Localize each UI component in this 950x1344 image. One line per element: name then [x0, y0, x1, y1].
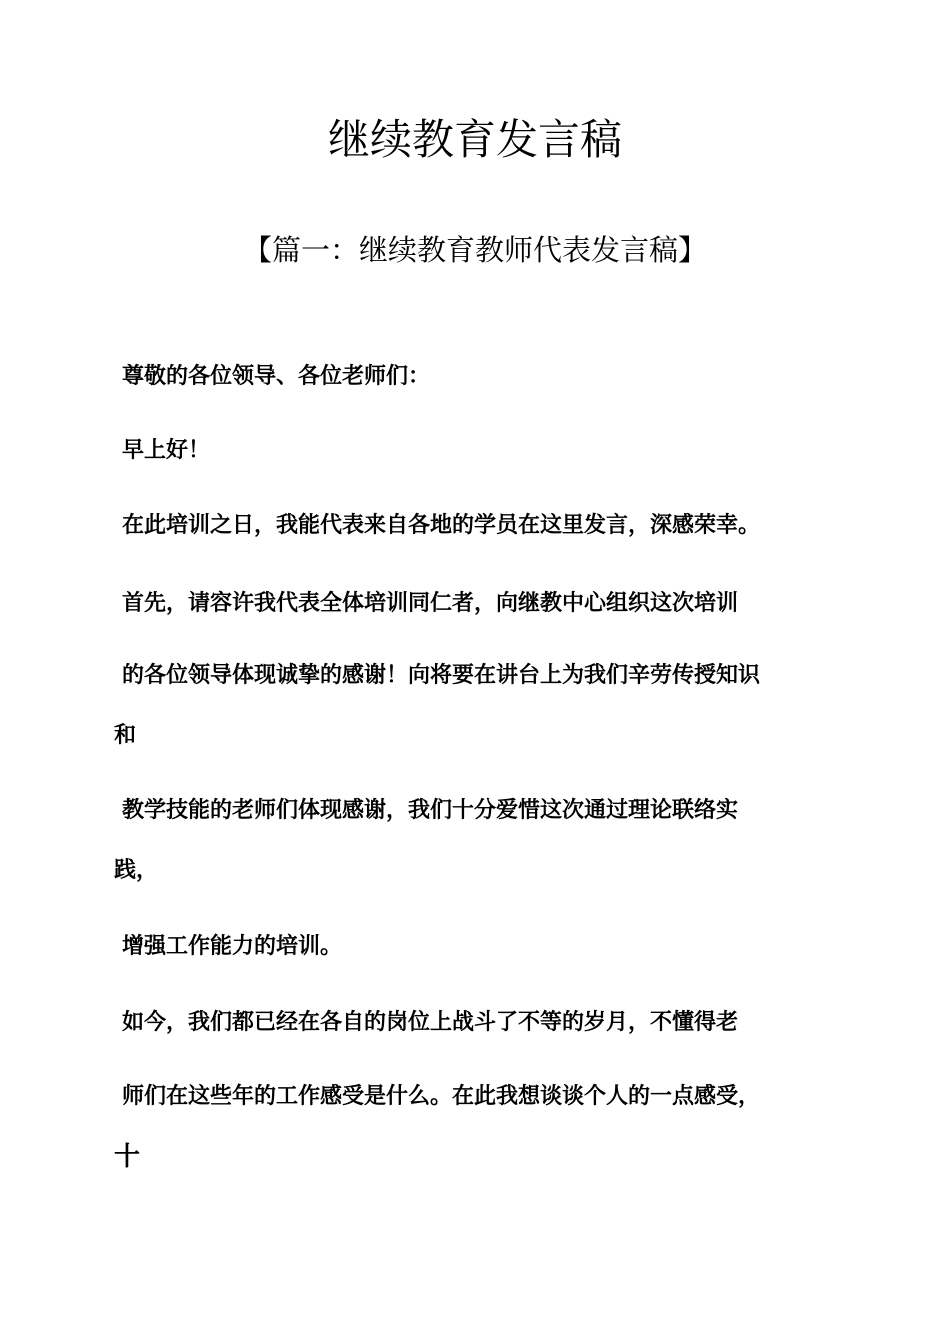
paragraph-line: 教学技能的老师们体现感谢，我们十分爱惜这次通过理论联络实 [122, 798, 739, 823]
paragraph-line: 的各位领导体现诚挚的感谢！向将要在讲台上为我们辛劳传授知识 [122, 663, 761, 688]
paragraph-line: 和 [114, 723, 137, 748]
document-subtitle: 【篇一：继续教育教师代表发言稿】 [242, 233, 707, 267]
paragraph-line: 在此培训之日，我能代表来自各地的学员在这里发言，深感荣幸。 [122, 513, 761, 538]
paragraph-line: 尊敬的各位领导、各位老师们： [122, 364, 431, 389]
paragraph-line: 十 [114, 1142, 141, 1172]
paragraph-line: 增强工作能力的培训。 [122, 934, 343, 959]
paragraph-line: 首先，请容许我代表全体培训同仁者，向继教中心组织这次培训 [122, 591, 739, 616]
paragraph-line: 如今，我们都已经在各自的岗位上战斗了不等的岁月，不懂得老 [122, 1010, 739, 1035]
paragraph-line: 早上好！ [122, 438, 211, 463]
document-title: 继续教育发言稿 [327, 115, 622, 164]
paragraph-line: 师们在这些年的工作感受是什么。在此我想谈谈个人的一点感受， [122, 1084, 761, 1109]
paragraph-line: 践， [114, 858, 159, 883]
